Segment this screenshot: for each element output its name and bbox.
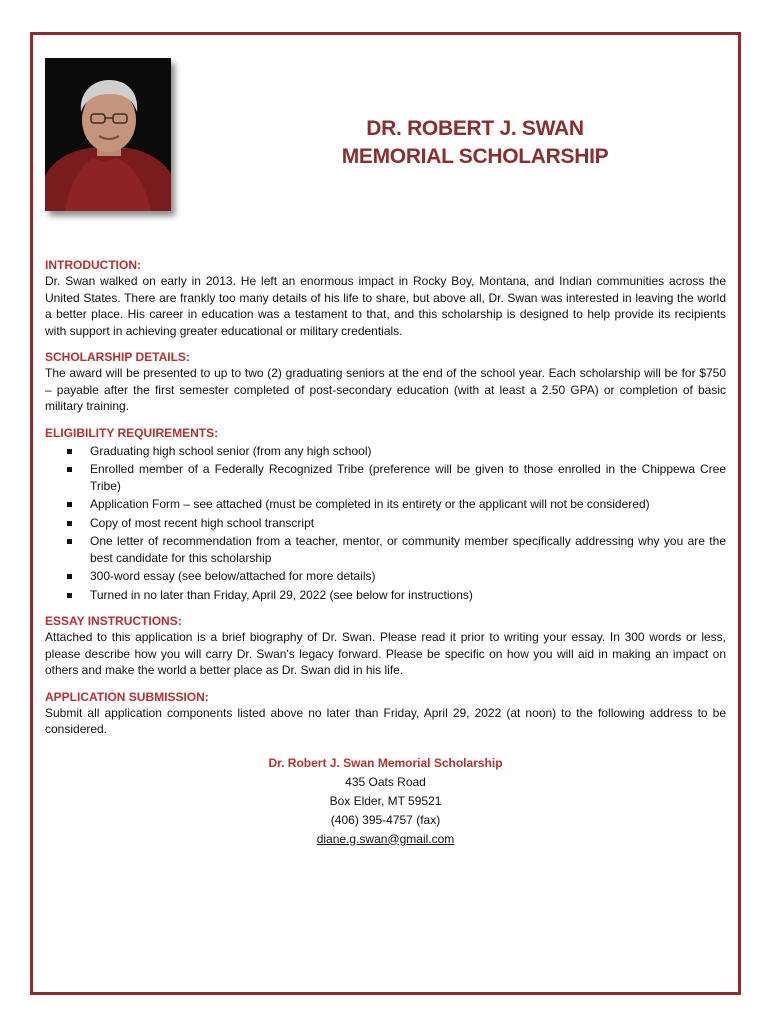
list-item	[45, 443, 726, 460]
submission-text: Submit all application components listed above no later than Friday, April 29, 2022 (at noon) to the following address to be considered.	[45, 705, 726, 736]
bullet-icon	[67, 449, 72, 454]
email-link[interactable]: diane.g.swan@gmail.com	[316, 831, 455, 846]
address-street: 435 Oats Road	[345, 774, 426, 789]
essay-section	[45, 613, 726, 679]
essay-heading: ESSAY INSTRUCTIONS:	[45, 614, 182, 628]
address-fax: (406) 395-4757 (fax)	[330, 812, 441, 827]
list-item	[45, 533, 726, 566]
list-item	[45, 461, 726, 494]
list-item-text: Graduating high school senior (from any high school)	[90, 443, 372, 458]
page-title	[300, 115, 650, 171]
details-text: The award will be presented to up to two (2) graduating seniors at the end of the school year. Each scholarship will be for $750 – payable after the first semester completed of post-secondary education (with at least a 2.50 GPA) or completion of basic military training.	[45, 366, 726, 413]
list-item-text: Enrolled member of a Federally Recognized Tribe (preference will be given to those enrolled in the Chippewa Cree Tribe)	[90, 462, 726, 493]
title-line-1: DR. ROBERT J. SWAN	[366, 117, 584, 140]
details-section	[45, 349, 726, 415]
bullet-icon	[67, 502, 72, 507]
list-item-text: One letter of recommendation from a teacher, mentor, or community member specifically addressing why you are the best candidate for this scholarship	[90, 534, 726, 565]
list-item	[45, 515, 726, 532]
bullet-icon	[67, 593, 72, 598]
list-item-text: Application Form – see attached (must be completed in its entirety or the applicant will not be considered)	[90, 497, 650, 511]
bullet-icon	[67, 574, 72, 579]
bullet-icon	[67, 467, 72, 472]
portrait-illustration	[45, 58, 171, 211]
details-heading: SCHOLARSHIP DETAILS:	[45, 350, 190, 364]
bullet-icon	[67, 521, 72, 526]
eligibility-section	[45, 425, 726, 604]
list-item	[45, 568, 726, 585]
submission-section	[45, 689, 726, 738]
title-line-2: MEMORIAL SCHOLARSHIP	[341, 145, 609, 168]
address-name: Dr. Robert J. Swan Memorial Scholarship	[268, 755, 503, 770]
introduction-text: Dr. Swan walked on early in 2013. He left an enormous impact in Rocky Boy, Montana, and Indian communities across the United States. There are frankly too many details of his life to share, but above all, Dr. Swan was interested in leaving the world a better place. His career in education was a testament to that, and this scholarship is designed to help provide its recipients with support in achieving greater educational or military credentials.	[45, 274, 726, 338]
document-body	[45, 257, 726, 849]
bullet-icon	[67, 539, 72, 544]
address-city: Box Elder, MT 59521	[329, 793, 442, 808]
mailing-address	[45, 754, 726, 849]
list-item	[45, 496, 726, 513]
portrait-photo	[45, 58, 171, 211]
list-item	[45, 587, 726, 604]
eligibility-heading: ELIGIBILITY REQUIREMENTS:	[45, 425, 219, 440]
submission-heading: APPLICATION SUBMISSION:	[45, 689, 209, 704]
list-item-text: Copy of most recent high school transcript	[90, 515, 315, 530]
essay-text: Attached to this application is a brief biography of Dr. Swan. Please read it prior to writing your essay. In 300 words or less, please describe how you will carry Dr. Swan's legacy forward. Please be specific on how you will aid in making an impact on others and make the world a better place as Dr. Swan did in his life.	[45, 630, 726, 677]
introduction-heading: INTRODUCTION:	[45, 258, 141, 272]
list-item-text: 300-word essay (see below/attached for more details)	[90, 569, 376, 583]
introduction-section	[45, 257, 726, 339]
list-item-text: Turned in no later than Friday, April 29, 2022 (see below for instructions)	[90, 587, 473, 602]
eligibility-list	[45, 443, 726, 604]
